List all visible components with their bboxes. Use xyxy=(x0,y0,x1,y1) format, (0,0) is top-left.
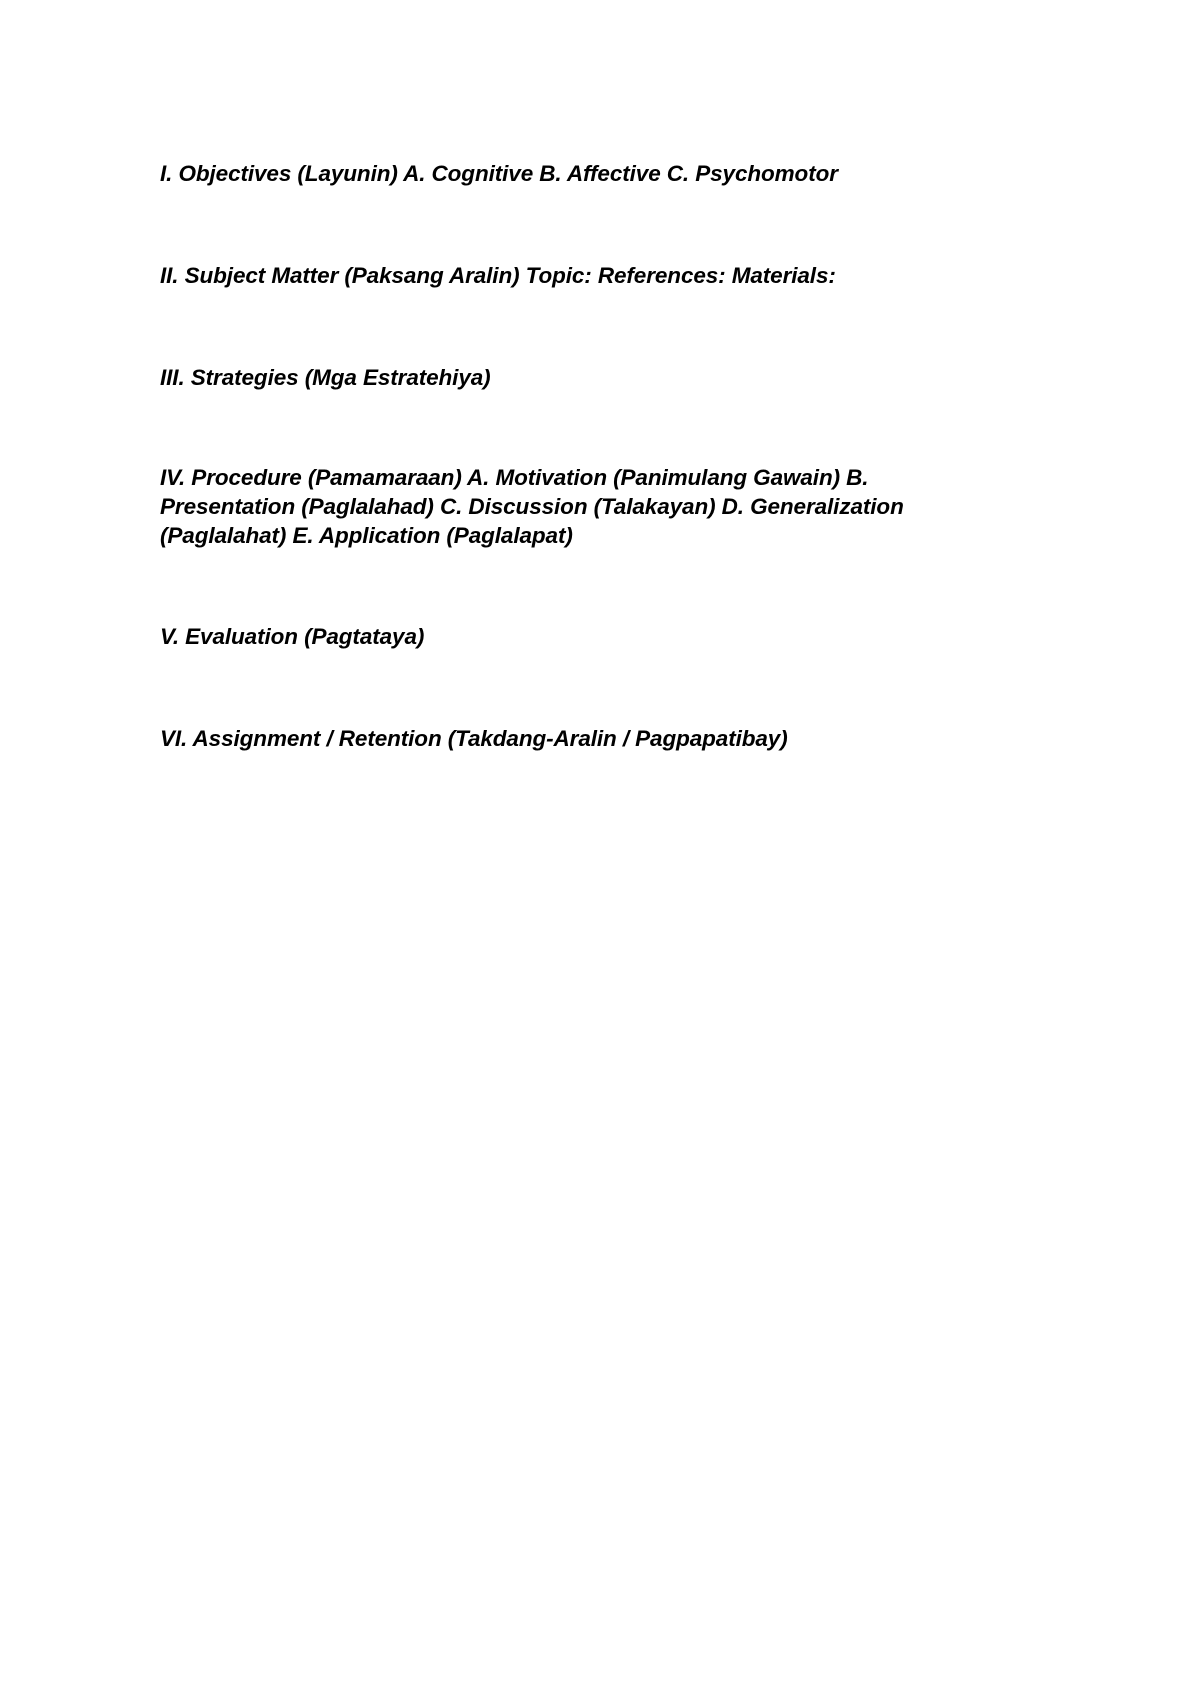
section-objectives: I. Objectives (Layunin) A. Cognitive B. Affective C. Psychomotor xyxy=(160,161,838,186)
section-assignment: VI. Assignment / Retention (Takdang-Aralin / Pagpapatibay) xyxy=(160,726,788,751)
section-procedure: IV. Procedure (Pamamaraan) A. Motivation (Panimulang Gawain) B. Presentation (Paglalahad) C. Discussion (Talakayan) D. Generalization (Paglalahat) E. Application (Paglalapat) xyxy=(160,465,904,548)
section-strategies: III. Strategies (Mga Estratehiya) xyxy=(160,365,491,390)
section-subject-matter: II. Subject Matter (Paksang Aralin) Topic: References: Materials: xyxy=(160,263,836,288)
section-evaluation: V. Evaluation (Pagtataya) xyxy=(160,624,425,649)
